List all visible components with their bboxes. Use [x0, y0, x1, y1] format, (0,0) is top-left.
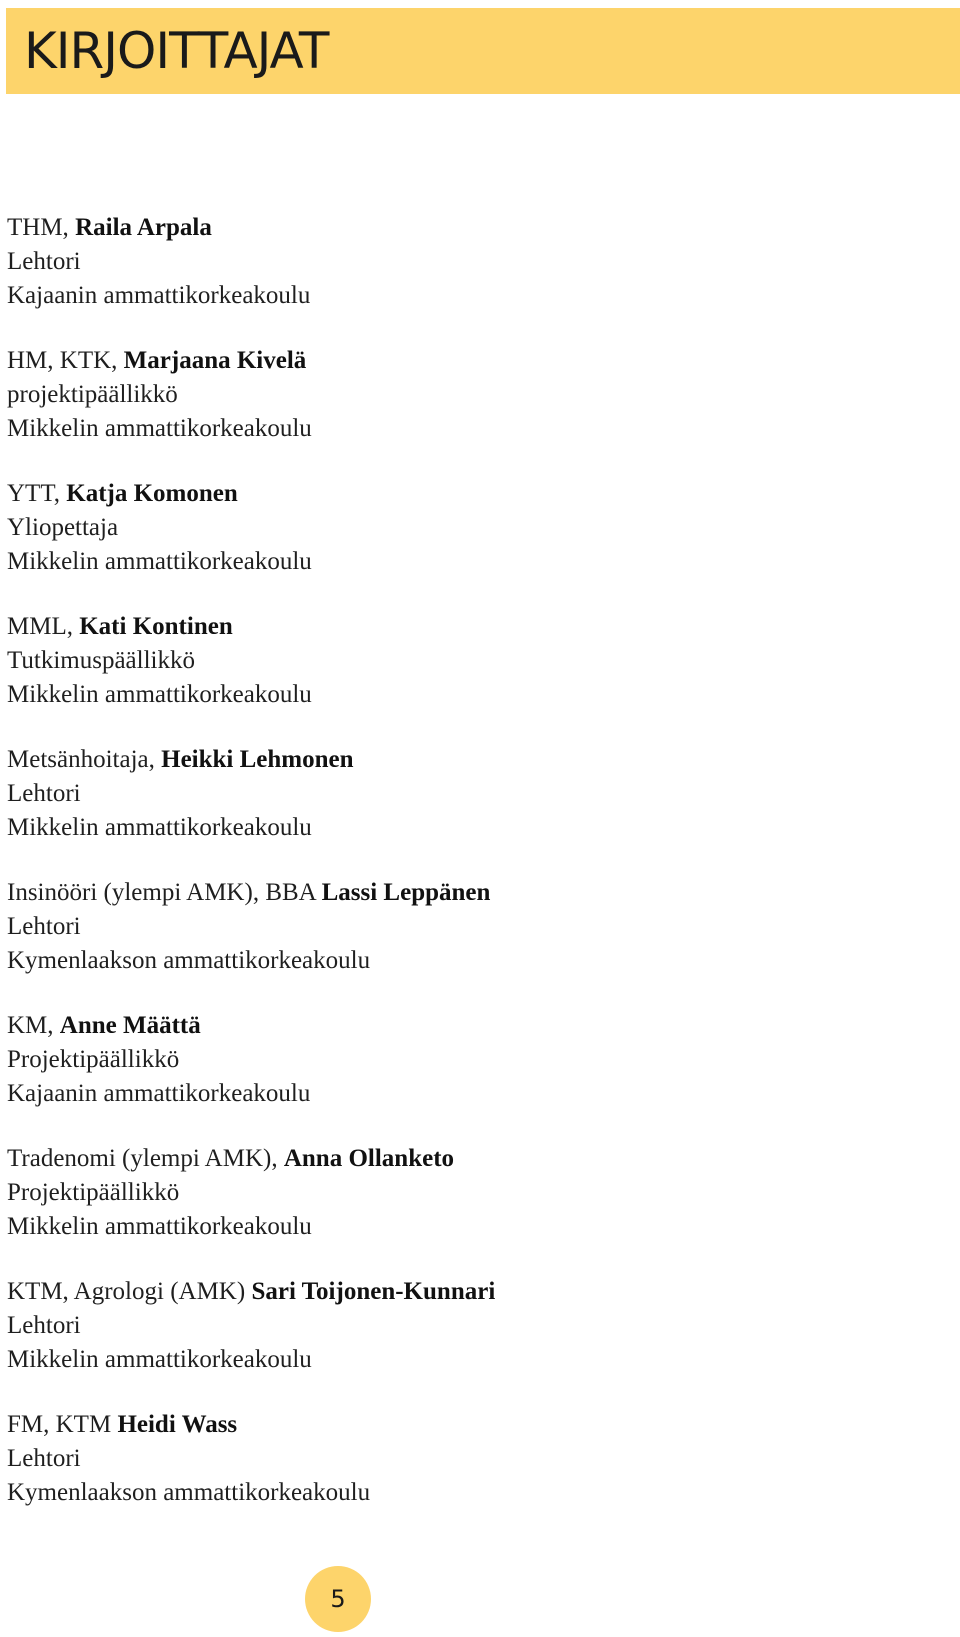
author-name: Katja Komonen: [66, 480, 238, 507]
author-entry: [7, 211, 495, 313]
author-position: Yliopettaja: [7, 514, 119, 541]
author-name: Raila Arpala: [75, 214, 212, 241]
author-credentials-line: [7, 1142, 495, 1176]
author-name: Anna Ollanketo: [283, 1145, 455, 1172]
author-credentials-line: [7, 743, 495, 777]
author-entry: [7, 610, 495, 712]
author-list: [7, 211, 495, 1541]
author-organization: Mikkelin ammattikorkeakoulu: [7, 1213, 312, 1240]
header-band: [6, 8, 960, 94]
author-position: Lehtori: [7, 1312, 81, 1339]
author-name: Marjaana Kivelä: [123, 347, 307, 374]
author-degree: Tradenomi (ylempi AMK),: [7, 1145, 284, 1172]
page-number: 5: [330, 1585, 346, 1613]
author-credentials-line: [7, 610, 495, 644]
author-degree: Insinööri (ylempi AMK), BBA: [7, 879, 322, 906]
author-organization: Kajaanin ammattikorkeakoulu: [7, 1080, 311, 1107]
author-credentials-line: [7, 1009, 495, 1043]
author-credentials-line: [7, 1275, 495, 1309]
author-credentials-line: [7, 876, 495, 910]
author-position: projektipäällikkö: [7, 381, 178, 408]
author-organization: Kymenlaakson ammattikorkeakoulu: [7, 947, 371, 974]
author-organization: Kymenlaakson ammattikorkeakoulu: [7, 1479, 371, 1506]
author-degree: KM,: [7, 1012, 60, 1039]
author-organization: Mikkelin ammattikorkeakoulu: [7, 814, 312, 841]
author-degree: FM, KTM: [7, 1411, 118, 1438]
author-organization: Kajaanin ammattikorkeakoulu: [7, 282, 311, 309]
author-name: Heidi Wass: [117, 1411, 238, 1438]
author-credentials-line: [7, 477, 495, 511]
author-entry: [7, 1009, 495, 1111]
author-organization: Mikkelin ammattikorkeakoulu: [7, 415, 312, 442]
author-position: Lehtori: [7, 913, 81, 940]
author-position: Projektipäällikkö: [7, 1179, 180, 1206]
author-organization: Mikkelin ammattikorkeakoulu: [7, 1346, 312, 1373]
author-organization: Mikkelin ammattikorkeakoulu: [7, 681, 312, 708]
author-entry: [7, 477, 495, 579]
author-degree: Metsänhoitaja,: [7, 746, 162, 773]
author-name: Kati Kontinen: [79, 613, 233, 640]
author-entry: [7, 876, 495, 978]
author-credentials-line: [7, 211, 495, 245]
page-number-badge: [305, 1566, 371, 1632]
author-organization: Mikkelin ammattikorkeakoulu: [7, 548, 312, 575]
author-degree: MML,: [7, 613, 80, 640]
author-name: Lassi Leppänen: [321, 879, 491, 906]
author-degree: KTM, Agrologi (AMK): [7, 1278, 252, 1305]
author-degree: HM, KTK,: [7, 347, 124, 374]
author-entry: [7, 344, 495, 446]
author-position: Lehtori: [7, 248, 81, 275]
author-entry: [7, 1275, 495, 1377]
author-position: Lehtori: [7, 780, 81, 807]
author-name: Anne Määttä: [59, 1012, 201, 1039]
author-name: Sari Toijonen-Kunnari: [251, 1278, 496, 1305]
author-position: Tutkimuspäällikkö: [7, 647, 195, 674]
author-credentials-line: [7, 1408, 495, 1442]
author-entry: [7, 743, 495, 845]
author-position: Lehtori: [7, 1445, 81, 1472]
author-degree: THM,: [7, 214, 76, 241]
page-title: KIRJOITTAJAT: [24, 22, 329, 80]
author-name: Heikki Lehmonen: [161, 746, 354, 773]
author-degree: YTT,: [7, 480, 67, 507]
author-credentials-line: [7, 344, 495, 378]
author-position: Projektipäällikkö: [7, 1046, 180, 1073]
author-entry: [7, 1408, 495, 1510]
author-entry: [7, 1142, 495, 1244]
